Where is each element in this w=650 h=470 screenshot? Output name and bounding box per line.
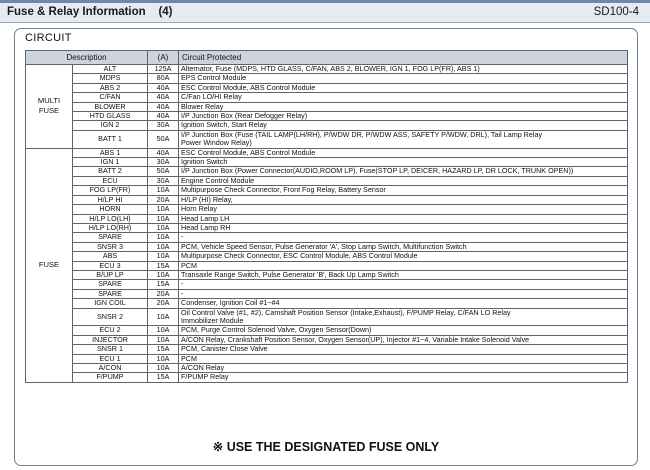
fuse-name: ECU 2 <box>73 326 148 335</box>
table-row <box>26 335 628 344</box>
fuse-amperage: 40A <box>148 83 179 92</box>
table-row <box>26 373 628 382</box>
circuit-line: PCM, Purge Control Solenoid Valve, Oxygen Sensor(Down) <box>181 325 372 335</box>
circuit-line: - <box>181 232 184 242</box>
table-row <box>26 121 628 130</box>
circuit-line: A/CON Relay <box>181 363 225 372</box>
fuse-name: H/LP LO(LH) <box>73 214 148 223</box>
circuit-line: - <box>181 279 184 289</box>
fuse-amperage: 10A <box>148 364 179 373</box>
circuit-line: I/P Junction Box (Fuse (TAIL LAMP(LH/RH), P/WDW DR, P/WDW ASS, SAFETY P/WDW, DRL), Tail Lamp Relay <box>181 130 543 139</box>
circuit-line: H/LP (HI) Relay, <box>181 195 233 204</box>
circuit-protected <box>179 364 628 373</box>
fuse-name: IGN COIL <box>73 299 148 308</box>
circuit-line: Ignition Switch, Start Relay <box>181 120 267 130</box>
circuit-protected <box>179 93 628 102</box>
circuit-protected <box>179 205 628 214</box>
circuit-protected <box>179 148 628 157</box>
fuse-amperage: 10A <box>148 223 179 232</box>
circuit-line: I/P Junction Box (Rear Defogger Relay) <box>181 111 308 121</box>
fuse-name: ECU <box>73 176 148 185</box>
circuit-line: Blower Relay <box>181 102 224 111</box>
fuse-name: MDPS <box>73 74 148 83</box>
fuse-name: B/UP LP <box>73 270 148 279</box>
circuit-line: ESC Control Module, ABS Control Module <box>181 83 316 92</box>
circuit-line: EPS Control Module <box>181 73 247 83</box>
circuit-protected <box>179 223 628 232</box>
fuse-name: SPARE <box>73 280 148 289</box>
fuse-amperage: 20A <box>148 299 179 308</box>
table-row <box>26 176 628 185</box>
fuse-amperage: 10A <box>148 326 179 335</box>
table-row <box>26 223 628 232</box>
fuse-amperage: 30A <box>148 121 179 130</box>
circuit-protected <box>179 270 628 279</box>
group-label: MULTI FUSE <box>26 65 73 149</box>
fuse-amperage: 40A <box>148 93 179 102</box>
page-header <box>0 3 650 23</box>
fuse-amperage: 15A <box>148 261 179 270</box>
fuse-name: HORN <box>73 205 148 214</box>
fuse-name: SNSR 1 <box>73 345 148 354</box>
fuse-amperage: 50A <box>148 130 179 148</box>
circuit-protected <box>179 83 628 92</box>
circuit-line: Head Lamp RH <box>181 223 231 232</box>
fuse-name: SPARE <box>73 289 148 298</box>
circuit-protected <box>179 252 628 261</box>
circuit-protected <box>179 195 628 204</box>
fuse-amperage: 30A <box>148 158 179 167</box>
circuit-protected <box>179 308 628 326</box>
circuit-line: I/P Junction Box (Power Connector(AUDIO,ROOM LP), Fuse(STOP LP, DEICER, HAZARD LP, DR LOCK, TRUNK OPEN)) <box>181 166 574 176</box>
fuse-amperage: 50A <box>148 167 179 176</box>
circuit-protected <box>179 158 628 167</box>
fuse-name: BATT 1 <box>73 130 148 148</box>
circuit-line: ESC Control Module, ABS Control Module <box>181 148 316 157</box>
fuse-amperage: 40A <box>148 148 179 157</box>
circuit-protected <box>179 65 628 74</box>
header-description: Description <box>26 51 148 65</box>
table-row <box>26 214 628 223</box>
table-body <box>26 65 628 383</box>
fuse-name: H/LP LO(RH) <box>73 223 148 232</box>
fuse-name: FOG LP(FR) <box>73 186 148 195</box>
fuse-name: F/PUMP <box>73 373 148 382</box>
table-row <box>26 195 628 204</box>
header-amperage: (A) <box>148 51 179 65</box>
fuse-name: SNSR 2 <box>73 308 148 326</box>
circuit-protected <box>179 373 628 382</box>
table-row <box>26 112 628 121</box>
circuit-protected <box>179 74 628 83</box>
table-row <box>26 345 628 354</box>
page-title: Fuse & Relay Information (4) <box>7 6 173 18</box>
circuit-line: Condenser, Ignition Coil #1~#4 <box>181 298 280 308</box>
table-row <box>26 270 628 279</box>
fuse-amperage: 15A <box>148 280 179 289</box>
circuit-line: Head Lamp LH <box>181 214 230 223</box>
circuit-line: Oil Control Valve (#1, #2), Camshaft Position Sensor (Intake,Exhaust), F/PUMP Relay, C/FAN LO Relay <box>181 308 511 317</box>
fuse-name: INJECTOR <box>73 335 148 344</box>
fuse-amperage: 10A <box>148 233 179 242</box>
fuse-amperage: 30A <box>148 176 179 185</box>
table-row <box>26 252 628 261</box>
fuse-amperage: 10A <box>148 186 179 195</box>
table-row <box>26 299 628 308</box>
circuit-line: Transaxle Range Switch, Pulse Generator 'B', Back Up Lamp Switch <box>181 270 399 279</box>
page-code: SD100-4 <box>593 6 639 18</box>
fuse-amperage: 20A <box>148 289 179 298</box>
fuse-name: IGN 2 <box>73 121 148 130</box>
circuit-protected <box>179 214 628 223</box>
circuit-protected <box>179 167 628 176</box>
fuse-name: H/LP HI <box>73 195 148 204</box>
group-label: FUSE <box>26 148 73 382</box>
circuit-line: Engine Control Module <box>181 176 255 185</box>
circuit-line: Immobilizer Module <box>181 315 244 325</box>
table-row <box>26 167 628 176</box>
fuse-amperage: 10A <box>148 270 179 279</box>
table-row <box>26 83 628 92</box>
circuit-line: F/PUMP Relay <box>181 372 229 382</box>
table-row <box>26 148 628 157</box>
circuit-protected <box>179 112 628 121</box>
header-circuit-protected: Circuit Protected <box>179 51 628 65</box>
table-row <box>26 364 628 373</box>
fuse-name: BATT 2 <box>73 167 148 176</box>
circuit-protected <box>179 102 628 111</box>
circuit-protected <box>179 233 628 242</box>
fuse-name: ABS 2 <box>73 83 148 92</box>
circuit-protected <box>179 186 628 195</box>
table-row <box>26 158 628 167</box>
circuit-protected <box>179 335 628 344</box>
fuse-name: HTD GLASS <box>73 112 148 121</box>
table-row <box>26 130 628 148</box>
table-row <box>26 289 628 298</box>
fuse-name: BLOWER <box>73 102 148 111</box>
fuse-name: IGN 1 <box>73 158 148 167</box>
fuse-table <box>25 50 628 383</box>
fuse-amperage: 40A <box>148 102 179 111</box>
section-title: CIRCUIT <box>25 32 72 44</box>
fuse-name: ECU 1 <box>73 354 148 363</box>
circuit-line: Ignition Switch <box>181 157 228 167</box>
fuse-amperage: 20A <box>148 195 179 204</box>
table-row <box>26 93 628 102</box>
circuit-line: PCM <box>181 261 197 270</box>
circuit-protected <box>179 261 628 270</box>
circuit-protected <box>179 280 628 289</box>
table-row <box>26 186 628 195</box>
fuse-amperage: 10A <box>148 335 179 344</box>
circuit-line: PCM, Vehicle Speed Sensor, Pulse Generator 'A', Stop Lamp Switch, Multifunction Switch <box>181 242 467 251</box>
table-row <box>26 205 628 214</box>
circuit-protected <box>179 354 628 363</box>
fuse-name: ABS <box>73 252 148 261</box>
circuit-line: Multipurpose Check Connector, ESC Control Module, ABS Control Module <box>181 251 418 261</box>
table-row <box>26 326 628 335</box>
fuse-amperage: 15A <box>148 373 179 382</box>
circuit-panel <box>14 28 638 466</box>
fuse-amperage: 125A <box>148 65 179 74</box>
circuit-protected <box>179 345 628 354</box>
fuse-amperage: 40A <box>148 112 179 121</box>
fuse-amperage: 10A <box>148 308 179 326</box>
fuse-amperage: 10A <box>148 205 179 214</box>
circuit-protected <box>179 299 628 308</box>
table-row <box>26 233 628 242</box>
fuse-amperage: 10A <box>148 252 179 261</box>
circuit-line: Alternator, Fuse (MDPS, HTD GLASS, C/FAN, ABS 2, BLOWER, IGN 1, FOG LP(FR), ABS 1) <box>181 64 480 73</box>
fuse-name: A/CON <box>73 364 148 373</box>
fuse-name: ABS 1 <box>73 148 148 157</box>
fuse-amperage: 10A <box>148 242 179 251</box>
circuit-line: Multipurpose Check Connector, Front Fog Relay, Battery Sensor <box>181 185 386 195</box>
circuit-line: PCM <box>181 354 197 363</box>
circuit-protected <box>179 242 628 251</box>
fuse-amperage: 15A <box>148 345 179 354</box>
fuse-warning-note: ※ USE THE DESIGNATED FUSE ONLY <box>212 440 440 454</box>
circuit-line: Horn Relay <box>181 204 217 214</box>
table-row <box>26 261 628 270</box>
circuit-line: C/Fan LO/HI Relay <box>181 92 242 102</box>
circuit-protected <box>179 326 628 335</box>
fuse-amperage: 10A <box>148 354 179 363</box>
table-row <box>26 354 628 363</box>
table-row <box>26 308 628 326</box>
fuse-name: C/FAN <box>73 93 148 102</box>
circuit-protected <box>179 121 628 130</box>
table-row <box>26 242 628 251</box>
fuse-amperage: 80A <box>148 74 179 83</box>
table-row <box>26 102 628 111</box>
table-header-row <box>26 51 628 65</box>
table-row <box>26 74 628 83</box>
table-row <box>26 65 628 74</box>
table-row <box>26 280 628 289</box>
circuit-line: PCM, Canister Close Valve <box>181 344 268 354</box>
fuse-name: SNSR 3 <box>73 242 148 251</box>
fuse-name: ECU 3 <box>73 261 148 270</box>
circuit-protected <box>179 176 628 185</box>
circuit-line: Power Window Relay) <box>181 138 252 148</box>
circuit-protected <box>179 130 628 148</box>
circuit-line: A/CON Relay, Crankshaft Position Sensor, Oxygen Sensor(UP), Injector #1~4, Variable Intake Solenoid Valve <box>181 335 530 344</box>
fuse-name: ALT <box>73 65 148 74</box>
circuit-protected <box>179 289 628 298</box>
fuse-name: SPARE <box>73 233 148 242</box>
circuit-line: - <box>181 289 184 298</box>
fuse-amperage: 10A <box>148 214 179 223</box>
